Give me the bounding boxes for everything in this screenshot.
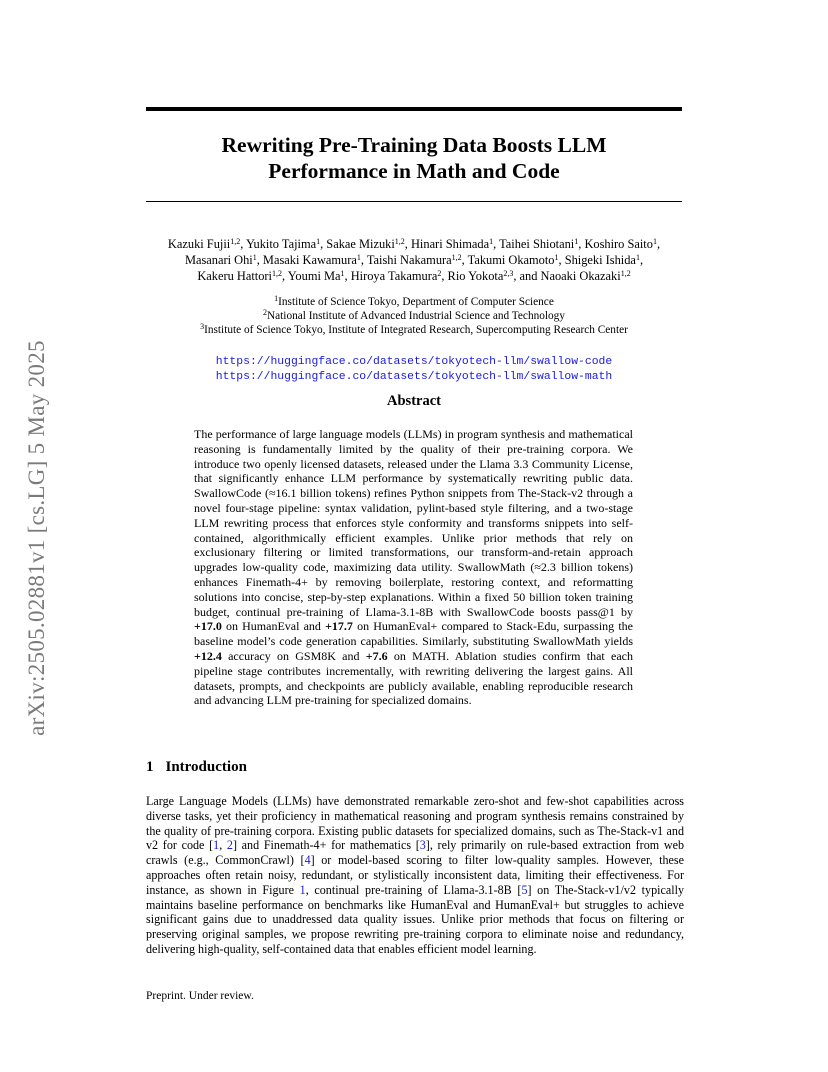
abstract-text: accuracy on GSM8K and	[221, 648, 366, 663]
author-separator: ,	[639, 253, 644, 267]
author-affiliation-mark: 1	[316, 237, 321, 246]
author-name: , Rio Yokota	[441, 269, 504, 283]
body-text: Large Language Models (LLMs) have demonstrated remarkable zero-shot and few-shot capabilities across diverse tasks, yet their proficiency in mathematical reasoning and program synthesis remains constrained by the quality of pre-training corpora. Existing public datasets for specialized domains, such as The-Stack-v1 and v2 for code [	[146, 794, 684, 853]
author-affiliation-mark: 1	[574, 237, 579, 246]
author-affiliation-mark: 1	[340, 269, 345, 278]
abstract-text: on HumanEval and	[221, 619, 326, 634]
author-affiliation-mark: 2,3	[503, 269, 514, 278]
citation-link[interactable]: 1	[213, 838, 220, 853]
author-affiliation-mark: 1,2	[271, 269, 282, 278]
author-name: , Taishi Nakamura	[360, 253, 452, 267]
abstract-text: on HumanEval+ compared to Stack-Edu, surpassing the baseline model’s code generation capabilities. Similarly, substituting SwallowMath yields	[194, 619, 633, 649]
affiliation-text: National Institute of Advanced Industrial Science and Technology	[267, 310, 565, 322]
figure-reference-link[interactable]: 1	[299, 882, 306, 897]
abstract-highlight: +17.7	[325, 619, 353, 634]
swallow-code-link[interactable]: https://huggingface.co/datasets/tokyotech-llm/swallow-code	[215, 356, 613, 368]
author-affiliation-mark: 2	[437, 269, 442, 278]
introduction-paragraph	[146, 794, 684, 957]
author-affiliation-mark: 1,2	[394, 237, 405, 246]
affiliation-item	[140, 323, 688, 337]
body-text: , continual pre-training of Llama-3.1-8B [	[305, 882, 522, 897]
abstract-body	[194, 427, 633, 708]
abstract-highlight: +12.4	[194, 648, 222, 663]
title-bottom-rule	[146, 201, 682, 202]
author-separator: ,	[656, 237, 661, 251]
body-text: ] and Finemath-4+ for mathematics [	[232, 838, 420, 853]
citation-link[interactable]: 4	[304, 853, 311, 868]
dataset-links	[140, 355, 688, 385]
body-text: ], rely primarily on rule-based extraction from web crawls (e.g., CommonCrawl) [	[146, 838, 684, 868]
section-number: 1	[146, 759, 154, 775]
author-affiliation-mark: 1	[635, 253, 640, 262]
arxiv-identifier-text: arXiv:2505.02881v1 [cs.LG] 5 May 2025	[24, 339, 49, 736]
body-text: ] or model-based scoring to filter low-quality samples. However, these approaches often retain noisy, redundant, or stylistically inconsistent data, limiting their effectiveness. For instance, as shown in Figure	[146, 853, 684, 897]
author-name: , Taihei Shiotani	[493, 237, 575, 251]
author-name: , Masaki Kawamura	[256, 253, 357, 267]
body-text: ,	[219, 838, 227, 853]
abstract-highlight: +17.0	[194, 619, 222, 634]
author-affiliation-mark: 1	[489, 237, 494, 246]
author-line-3	[140, 268, 688, 284]
author-affiliation-mark: 1,2	[451, 253, 462, 262]
preprint-note: Preprint. Under review.	[146, 990, 254, 1002]
author-list	[140, 236, 688, 284]
author-affiliation-mark: 1,2	[230, 237, 241, 246]
paper-title	[146, 132, 682, 184]
abstract-heading: Abstract	[387, 393, 441, 409]
affiliation-text: Institute of Science Tokyo, Department of Computer Science	[278, 296, 554, 308]
affiliation-number: 1	[274, 294, 279, 303]
abstract-text: The performance of large language models (LLMs) in program synthesis and mathematical reasoning is fundamentally limited by the quality of their pre-training corpora. We introduce two openly licensed datasets, released under the Llama 3.3 Community License, that significantly enhance LLM performance by systematically rewriting public data. SwallowCode (≈16.1 billion tokens) refines Python snippets from The-Stack-v2 through a novel four-stage pipeline: syntax validation, pylint-based style filtering, and a two-stage LLM rewriting process that enforces style conformity and transforms snippets into self-contained, algorithmically efficient examples. Unlike prior methods that rely on exclusionary filtering or limited transformations, our transform-and-retain approach upgrades low-quality code, maximizing data utility. SwallowMath (≈2.3 billion tokens) enhances Finemath-4+ by removing boilerplate, restoring context, and reformatting solutions into concise, step-by-step explanations. Within a fixed 50 billion token training budget, continual pre-training of Llama-3.1-8B with SwallowCode boosts pass@1 by	[194, 427, 633, 619]
author-affiliation-mark: 1	[652, 237, 657, 246]
author-line-1	[140, 236, 688, 252]
author-name: , and Naoaki Okazaki	[513, 269, 621, 283]
citation-link[interactable]: 3	[419, 838, 426, 853]
author-name: Kazuki Fujii	[167, 237, 231, 251]
affiliation-item	[140, 295, 688, 309]
paper-title-line-2: Performance in Math and Code	[268, 159, 560, 183]
abstract-text: on MATH. Ablation studies confirm that each pipeline stage contributes incrementally, with rewriting delivering the largest gains. All datasets, prompts, and checkpoints are publicly available, enabling reproducible research and advancing LLM pre-training for specialized domains.	[194, 648, 633, 708]
swallow-math-link[interactable]: https://huggingface.co/datasets/tokyotech-llm/swallow-math	[215, 371, 613, 383]
body-text: ] on The-Stack-v1/v2 typically maintains baseline performance on benchmarks like HumanEval and HumanEval+ but struggles to achieve significant gains due to unaddressed data quality issues. Unlike prior methods that focus on filtering or preserving original samples, we propose rewriting pre-training corpora to eliminate noise and redundancy, delivering high-quality, self-contained data that enables efficient model learning.	[146, 882, 684, 956]
affiliation-text: Institute of Science Tokyo, Institute of Integrated Research, Supercomputing Research Center	[204, 324, 628, 336]
author-name: , Hinari Shimada	[404, 237, 490, 251]
abstract-highlight: +7.6	[365, 648, 388, 663]
section-title: Introduction	[165, 759, 247, 775]
author-name: , Koshiro Saito	[578, 237, 653, 251]
author-name: , Youmi Ma	[281, 269, 341, 283]
paper-title-line-1: Rewriting Pre-Training Data Boosts LLM	[221, 133, 607, 157]
author-name: , Shigeki Ishida	[558, 253, 636, 267]
author-name: , Yukito Tajima	[240, 237, 317, 251]
section-heading-introduction	[146, 759, 247, 776]
citation-link[interactable]: 2	[226, 838, 233, 853]
affiliation-number: 3	[200, 322, 205, 331]
author-line-2	[140, 252, 688, 268]
author-affiliation-mark: 1,2	[620, 269, 631, 278]
affiliation-number: 2	[263, 308, 267, 317]
author-name: , Takumi Okamoto	[461, 253, 555, 267]
author-name: , Hiroya Takamura	[344, 269, 438, 283]
arxiv-identifier-stamp	[22, 300, 52, 775]
author-affiliation-mark: 1	[252, 253, 257, 262]
author-name: , Sakae Mizuki	[320, 237, 395, 251]
citation-link[interactable]: 5	[521, 882, 528, 897]
affiliation-item	[140, 309, 688, 323]
author-affiliation-mark: 1	[356, 253, 361, 262]
affiliation-list	[140, 295, 688, 337]
author-name: Kakeru Hattori	[197, 269, 272, 283]
author-name: Masanari Ohi	[184, 253, 253, 267]
title-top-rule	[146, 107, 682, 111]
author-affiliation-mark: 1	[554, 253, 559, 262]
